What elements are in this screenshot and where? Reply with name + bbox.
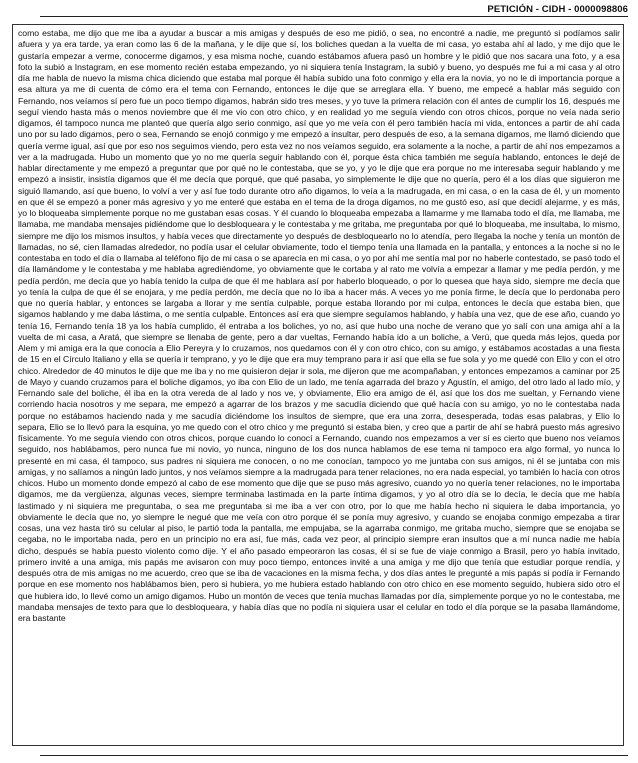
- header-divider: [40, 16, 628, 17]
- testimony-text-box: [12, 24, 624, 746]
- footer-divider: [40, 755, 628, 756]
- document-header: [0, 4, 628, 15]
- petition-id-label: PETICIÓN - CIDH - 0000098806: [487, 4, 628, 15]
- testimony-body-text: como estaba, me dijo que me iba a ayudar a buscar a mis amigas y después de eso me pidió, o sea, no encontré a nadie, me preguntó si podíamos salir afuera y ya era tarde, ya eran como las 6 de la mañana, y le dije que sí, los boliches quedan a la vuelta de mi casa, yo estaba ahí al lado, y me dijo que le gustaría empezar a verme, conocerme digamos, y esa misma noche, cuando estábamos afuera pasó un hombre y le pidió que nos sacara una foto, y a esa foto la subió a Instagram, en ese momento recién estaba empezando, yo ni siquiera tenía Instagram, la subió y bueno, yo después me fui a mi casa y al otro día me habla de nuevo la misma chica diciendo que estaba mal porque él había subido una foto conmigo y ella era la novia, yo no le di importancia porque a esa altura ya me di cuenta de cómo era el tema con Fernando, entonces le dije que se arreglara ella. Y bueno, me empecé a hablar más seguido con Fernando, nos veíamos sí pero fue un poco tiempo digamos, habrán sido tres meses, y yo tuve la primera relación con él antes de cumplir los 16, después me seguí viendo hasta más o menos noviembre que él me vio con otro chico, y en realidad yo me seguía viendo con otros chicos, porque no veía nada serio digamos, él tampoco nunca me planteó que quería algo serio conmigo, así que yo me veía con él pero también hacía mi vida, entonces a partir de ahí cada uno por su lado digamos, pero o sea, Fernando se enojó conmigo y me empezó a insultar, pero después de eso, a la semana digamos, me llamó diciendo que quería verme igual, así que por eso nos seguimos viendo, pero esta vez no nos veíamos seguido, era solamente a la noche, a partir de ahí nos empezamos a ver a la madrugada. Hubo un momento que yo no me quería seguir hablando con él, porque ésta chica también me seguía hablando, entonces le dejé de hablar directamente y me empezó a preguntar que por qué no le contestaba, que se yo, y yo le dije que era porque no me interesaba seguir hablando y me empezó a insistir, insistía digamos que él me decía que porqué, que qué pasaba, yo simplemente le dije que no quería, pero él a los días que siguieron me siguió llamando, así que bueno, lo volví a ver y así fue todo durante otro año digamos, lo veía a la madrugada, en mi casa, o en la casa de él, y un momento en que él se empezó a poner más agresivo y yo me enteré que estaba en el tema de la droga digamos, no me gustó eso, así que decidí alejarme, y es más, yo lo bloqueaba simplemente porque no me gustaban esas cosas. Y él cuando lo bloqueaba empezaba a llamarme y me llamaba todo el día, me llamaba, me llamaba, me mandaba mensajes pidiéndome que lo desbloqueara y le contestaba y me gritaba, me preguntaba por qué lo bloqueaba, me insultaba, lo mismo, siempre me dijo los mismos insultos, y había veces que directamente yo después de desbloquearlo no lo atendía, pero llegaba la noche y tenía un montón de llamadas, no sé, cien llamadas alrededor, no podía usar el celular obviamente, todo el tiempo tenía una llamada en la pantalla, y entonces a la noche si no le contestaba en todo el día o llamaba al teléfono fijo de mi casa o se aparecía en mi casa, o yo por ahí me sentía mal por no haberle contestado, se pasó todo el día llamándome y le contestaba y me hablaba agrediéndome, yo obviamente que le cortaba y al rato me volvía a empezar a llamar y me pedía perdón, y me pedía perdón, me decía que yo había tenido la culpa de que él me hablara así por haberlo bloqueado, o por lo quesea que haya sido, siempre me decía que yo tenía la culpa de que él se enojara, y me pedía perdón, me decía que no lo iba a hacer más. A veces yo me ponía firme, le decía que lo perdonaba pero que no quería hablar, y entonces se largaba a llorar y me sentía culpable, porque estaba llorando por mi culpa, entonces le decía que estaba bien, que sigamos hablando y me daba lástima, o me sentía culpable. Entonces así era que siempre seguíamos hablando, y había una vez, que de ese año, cuando yo tenía 16, Fernando tenía 18 ya los había cumplido, él entraba a los boliches, yo no, así que hubo una noche de verano que yo salí con una amiga ahí a la vuelta de mi casa, a Aratá, que siempre se llenaba de gente, pero a dar vueltas, Fernando había ido a un boliche, a Verú, que queda más lejos, queda por Alem y mi amiga era la que conocía a Elio Pereyra y lo cruzamos, nos quedamos con él y con otro chico, con su amigo, y estábamos acostadas a una fiesta de 15 en el Círculo Italiano y ella se quería ir temprano, y yo le dije que era muy temprano para ir así que ella se fue sola y yo me quedé con Elio y con el otro chico. Alrededor de 40 minutos le dije que me iba y no me quisieron dejar ir sola, me dijeron que me acompañaban, y entonces empezamos a caminar por 25 de Mayo y cuando cruzamos para el boliche digamos, yo iba con Elio de un lado, me tenía agarrada del brazo y Agustín, el amigo, del otro lado al lado mío, y Fernando sale del boliche, él iba en la otra vereda de al lado y nos ve, y obviamente, Elio era amigo de él, así que los dos me sueltan, y Fernando viene corriendo hacia nosotros y me separa, me empezó a agarrar de los brazos y me sacudía diciendo que qué hacía con su amigo, yo no le contestaba nada porque no estábamos haciendo nada y me sacudía diciéndome los insultos de siempre, que era una zorra, desesperada, todas esas palabras, y Elio lo separa, Elio se lo llevó para la esquina, yo me quedo con el otro chico y me preguntó si estaba bien, y creo que a partir de ahí se habrá puesto más agresivo físicamente. Yo me seguía viendo con otros chicos, porque cuando lo conocí a Fernando, cuando nos empezamos a ver sí es cierto que bueno nos veíamos seguido, nos hablábamos, pero nunca fue mi novio, yo nunca, ninguno de los dos nunca hablamos de ese tema ni tampoco era algo formal, yo nunca lo presenté en mi casa, él tampoco, sus padres ni siquiera me conocen, o no me conocían, tampoco yo me juntaba con sus amigos, ni él se juntaba con mis amigas, y no salíamos a ningún lado juntos, y nos veíamos siempre a la madrugada para tener relaciones, no era nada especial, yo también lo hacía con otros chicos. Hubo un momento donde empezó al cabo de ese momento que dije que se puso más agresivo, cuando yo no quería tener relaciones, no le importaba digamos, me da vergüenza, algunas veces, siempre terminaba lastimada en la parte íntima digamos, y yo al otro día se lo decía, le decía que me había lastimado y ni siquiera me preguntaba, o sea me preguntaba si me iba a ver con otro, por lo que me había hecho ni siquiera le daba importancia, yo obviamente le decía que no, yo siempre le negué que me veía con otro porque él se ponía muy agresivo, y cuando se enojaba conmigo empezaba a tirar cosas, una vez hasta tiró su celular al piso, le partió toda la pantalla, me empujaba, se la agarraba conmigo, me gritaba mucho, siempre que se enojaba se cegaba, no le importaba nada, pero en un principio no era así, fue más, cada vez peor, al principio siempre eran insultos que a mí nunca nadie me había dicho, después se había puesto violento como dije. Y el año pasado empeoraron las cosas, él si se fue de viaje conmigo a Brasil, pero yo había invitado, primero invité a una amiga, mis papás me avisaron con muy poco tiempo, entonces invité a una amiga y me dijo que tenía que estudiar porque rendía, y después otra de mis amigas no me acuerdo, creo que se iba de vacaciones en la misma fecha, y dos días antes le pregunté a mis papás si podía ir Fernando porque en ese momento nos hablábamos bien, pero si hubiera, yo me hubiera estado hablando con otro chico en ese momento seguido, hubiera sido otro el que hubiera ido, lo llevé como un amigo digamos. Hubo un montón de veces que tenía muchas llamadas por día, simplemente porque yo no le contestaba, me mandaba mensajes de texto para que lo desbloqueara, y había días que no podía ni siquiera usar el celular en todo el día porque se la pasaba llamándome, era bastante: [18, 28, 620, 623]
